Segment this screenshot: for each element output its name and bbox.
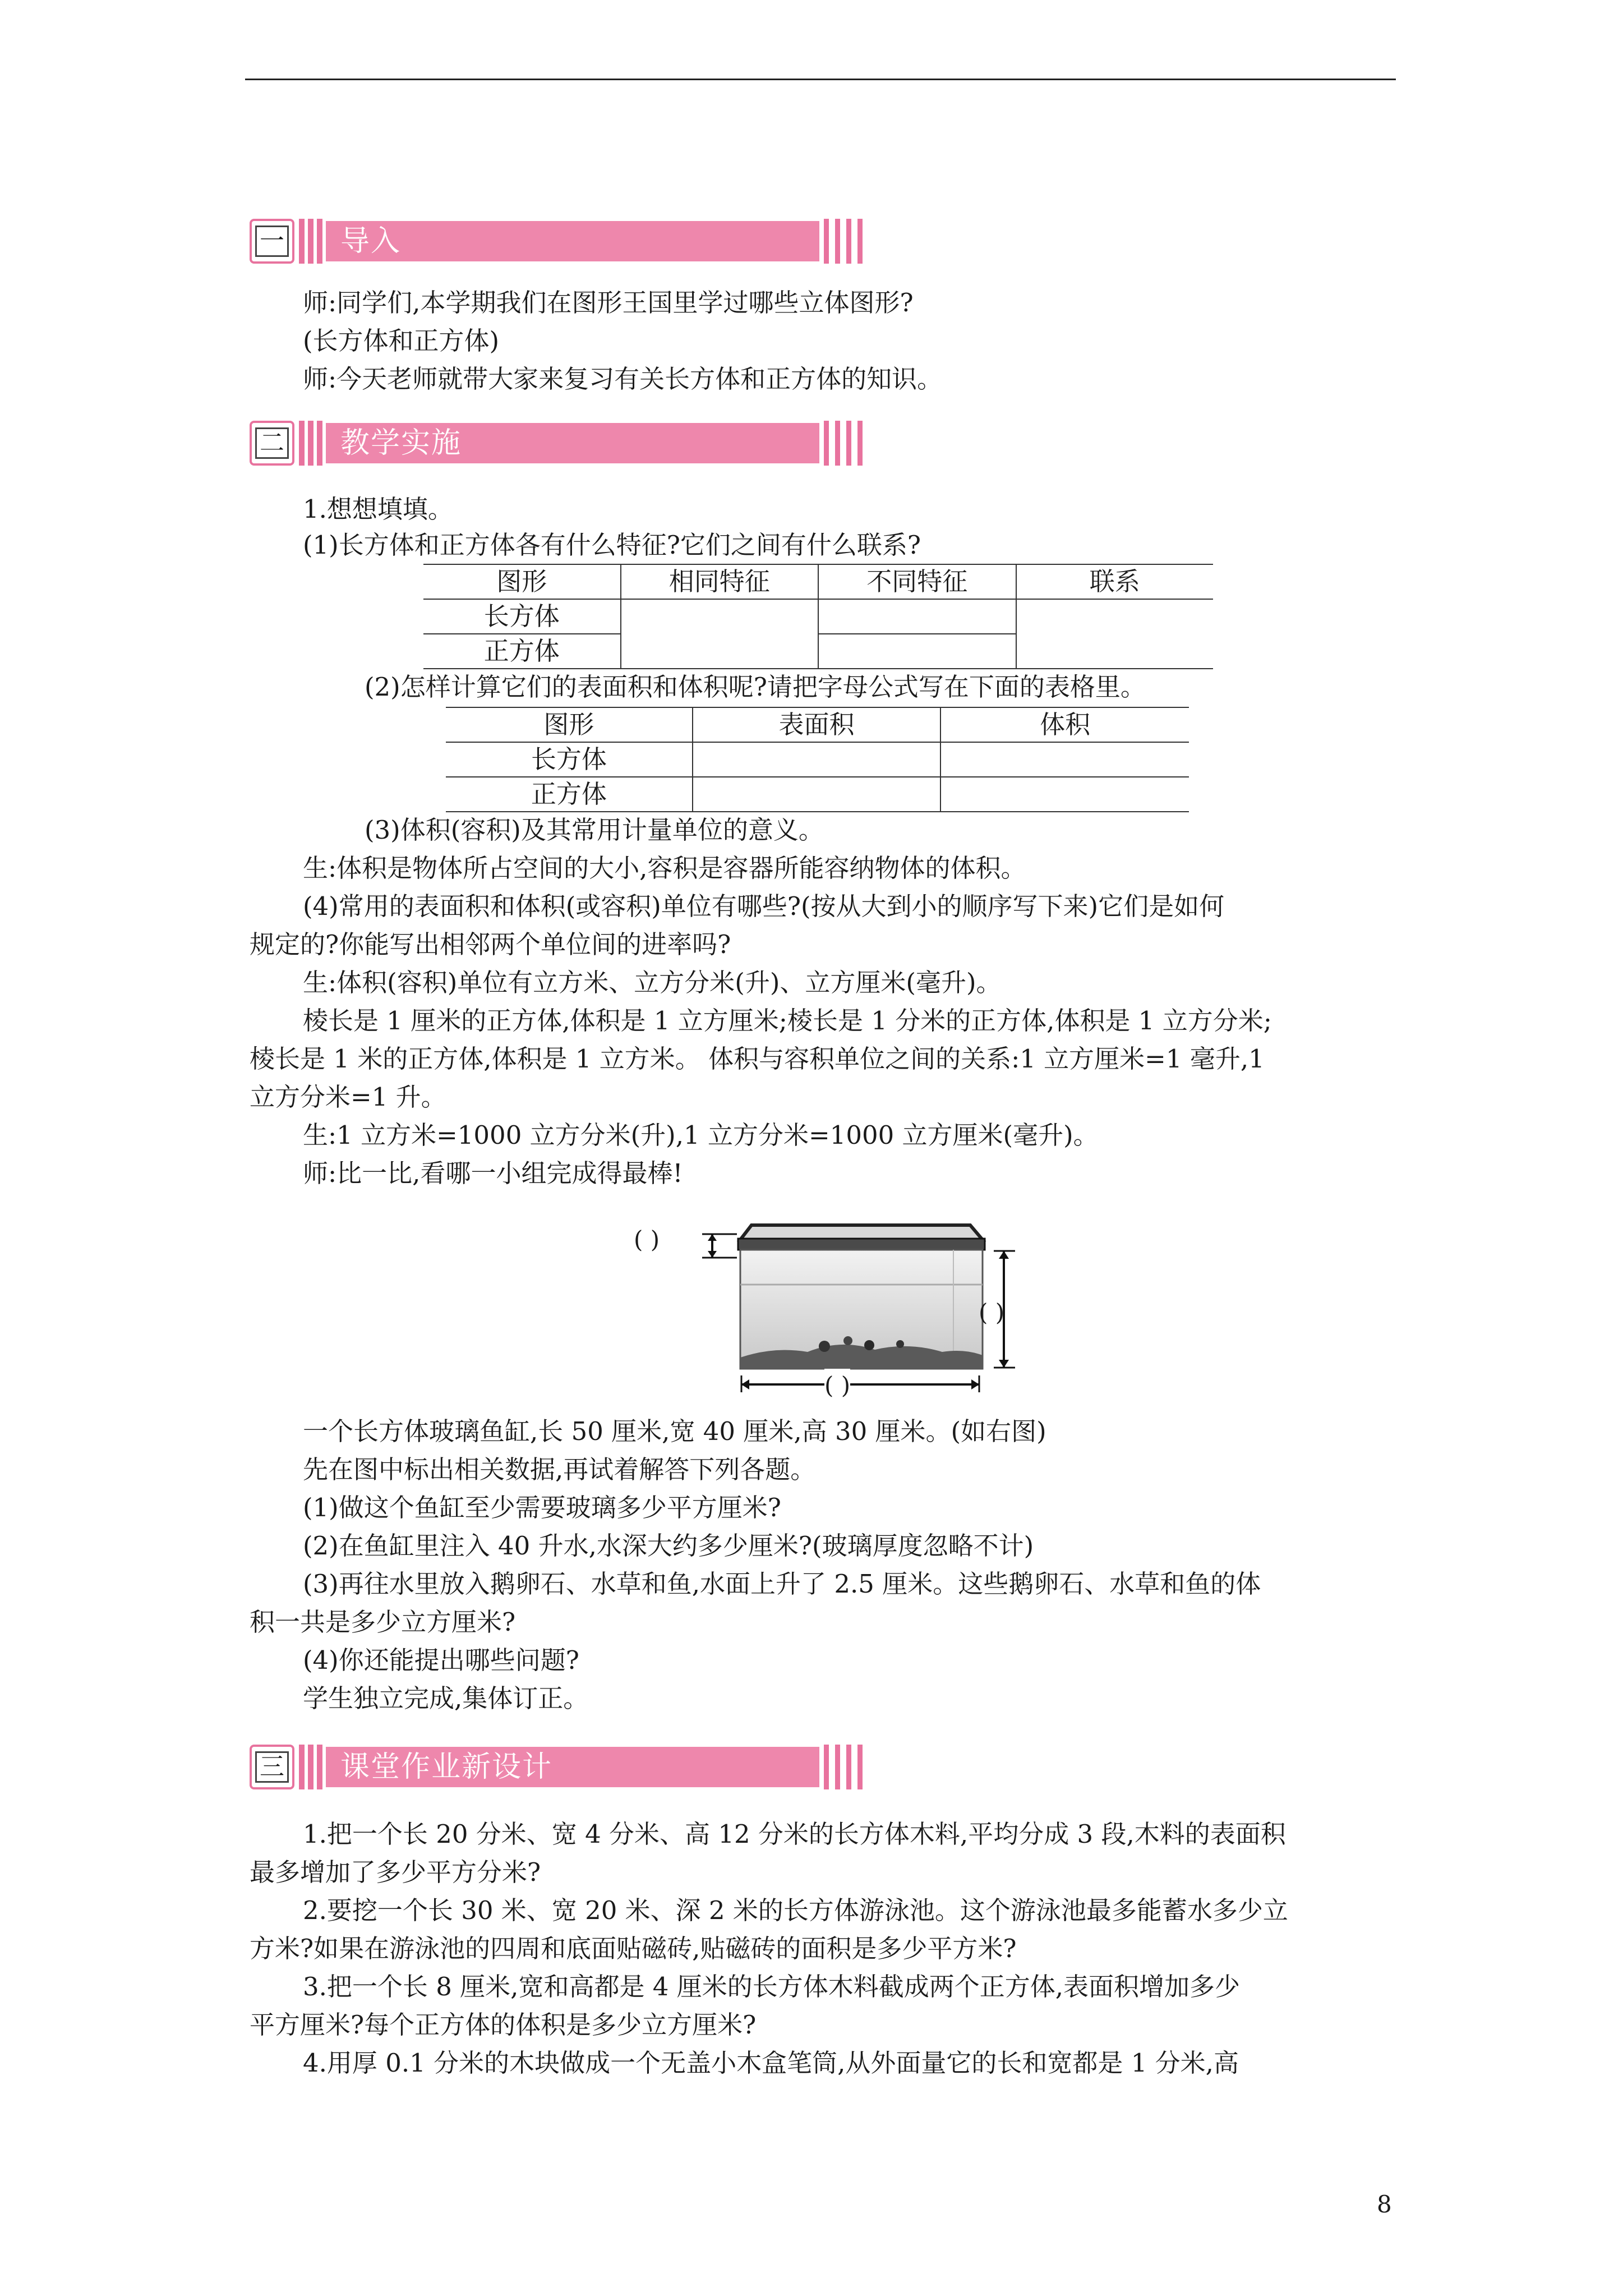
fish-tank-figure <box>634 1212 1066 1408</box>
teach-line: 棱长是 1 厘米的正方体,体积是 1 立方厘米;棱长是 1 分米的正方体,体积是 1 立方分米; <box>303 1006 1272 1036</box>
q1-sub1: (1)长方体和正方体各有什么特征?它们之间有什么联系? <box>303 530 921 560</box>
table-cell <box>818 634 1016 669</box>
tank-line: (1)做这个鱼缸至少需要玻璃多少平方厘米? <box>303 1493 781 1522</box>
tank-line: 一个长方体玻璃鱼缸,长 50 厘米,宽 40 厘米,高 30 厘米。(如右图) <box>303 1416 1046 1446</box>
figure-label-right: ( ) <box>979 1299 1005 1326</box>
q1-sub2: (2)怎样计算它们的表面积和体积呢?请把字母公式写在下面的表格里。 <box>365 672 1146 702</box>
section-number: 二 <box>255 427 289 459</box>
table-header: 图形 <box>543 710 594 739</box>
table-row-label: 正方体 <box>483 636 560 666</box>
section-number-box <box>250 219 294 264</box>
tank-line: 积一共是多少立方厘米? <box>250 1607 516 1637</box>
section-title: 教学实施 <box>326 423 819 463</box>
section-stripes <box>299 1745 322 1789</box>
table-row-label: 长方体 <box>531 744 607 774</box>
homework-line: 方米?如果在游泳池的四周和底面贴磁砖,贴磁砖的面积是多少平方米? <box>250 1934 1017 1963</box>
teach-line: (4)常用的表面积和体积(或容积)单位有哪些?(按从大到小的顺序写下来)它们是如何 <box>303 891 1225 921</box>
homework-line: 3.把一个长 8 厘米,宽和高都是 4 厘米的长方体木料截成两个正方体,表面积增加多少 <box>303 1972 1241 2001</box>
section-end-stripes <box>824 219 874 264</box>
table-header: 不同特征 <box>818 564 1016 599</box>
teach-line: 师:比一比,看哪一小组完成得最棒! <box>303 1158 683 1188</box>
homework-line: 4.用厚 0.1 分米的木块做成一个无盖小木盒笔筒,从外面量它的长和宽都是 1 分米,高 <box>303 2048 1239 2078</box>
section-header-homework <box>250 1745 625 1789</box>
table-cell <box>940 742 1189 777</box>
table-cell <box>621 599 819 669</box>
intro-line-1: 师:同学们,本学期我们在图形王国里学过哪些立体图形? <box>303 288 914 318</box>
table-header: 表面积 <box>693 707 941 742</box>
features-table <box>423 564 1213 669</box>
section-number: 三 <box>255 1751 289 1783</box>
section-number-box <box>250 1745 294 1789</box>
tank-line: 先在图中标出相关数据,再试着解答下列各题。 <box>303 1455 816 1484</box>
homework-line: 最多增加了多少平方分米? <box>250 1857 541 1887</box>
tank-line: (3)再往水里放入鹅卵石、水草和鱼,水面上升了 2.5 厘米。这些鹅卵石、水草和鱼的体 <box>303 1569 1261 1599</box>
section-number: 一 <box>255 226 289 257</box>
table-row-label: 长方体 <box>483 601 560 631</box>
q1-title: 1.想想填填。 <box>303 494 453 524</box>
teach-line: 棱长是 1 米的正方体,体积是 1 立方米。 体积与容积单位之间的关系:1 立方厘米=1 毫升,1 <box>250 1044 1265 1074</box>
section-number-box <box>250 421 294 466</box>
formula-table <box>446 707 1189 812</box>
homework-line: 1.把一个长 20 分米、宽 4 分米、高 12 分米的长方体木料,平均分成 3 段,木料的表面积 <box>303 1819 1286 1849</box>
table-cell <box>940 777 1189 812</box>
section-stripes <box>299 219 322 264</box>
table-cell <box>693 742 941 777</box>
header-rule <box>245 79 1396 80</box>
figure-label-bottom: ( ) <box>824 1369 850 1402</box>
section-header-teaching <box>250 421 625 466</box>
table-header: 联系 <box>1016 564 1214 599</box>
tank-line: (2)在鱼缸里注入 40 升水,水深大约多少厘米?(玻璃厚度忽略不计) <box>303 1531 1034 1561</box>
tank-line: 学生独立完成,集体订正。 <box>303 1683 589 1713</box>
teach-line: (3)体积(容积)及其常用计量单位的意义。 <box>365 815 824 845</box>
table-cell <box>1016 599 1214 669</box>
intro-line-2: (长方体和正方体) <box>303 326 500 356</box>
homework-line: 2.要挖一个长 30 米、宽 20 米、深 2 米的长方体游泳池。这个游泳池最多能蓄水多少立 <box>303 1895 1288 1925</box>
homework-line: 平方厘米?每个正方体的体积是多少立方厘米? <box>250 2010 757 2040</box>
section-end-stripes <box>824 421 874 466</box>
page-number: 8 <box>1377 2191 1392 2218</box>
table-row-label: 正方体 <box>531 779 607 809</box>
table-header: 体积 <box>940 707 1189 742</box>
table-cell <box>818 599 1016 634</box>
teach-line: 生:1 立方米=1000 立方分米(升),1 立方分米=1000 立方厘米(毫升)。 <box>303 1120 1099 1150</box>
intro-line-3: 师:今天老师就带大家来复习有关长方体和正方体的知识。 <box>303 364 943 394</box>
tank-line: (4)你还能提出哪些问题? <box>303 1645 579 1675</box>
table-header: 相同特征 <box>621 564 819 599</box>
table-cell <box>693 777 941 812</box>
table-header: 图形 <box>496 567 547 596</box>
teach-line: 规定的?你能写出相邻两个单位间的进率吗? <box>250 930 731 959</box>
teach-line: 生:体积是物体所占空间的大小,容积是容器所能容纳物体的体积。 <box>303 853 1026 883</box>
section-end-stripes <box>824 1745 874 1789</box>
section-stripes <box>299 421 322 466</box>
section-title: 课堂作业新设计 <box>326 1747 819 1787</box>
teach-line: 生:体积(容积)单位有立方米、立方分米(升)、立方厘米(毫升)。 <box>303 968 1002 997</box>
figure-label-top: ( ) <box>634 1226 660 1253</box>
section-header-intro <box>250 219 625 264</box>
teach-line: 立方分米=1 升。 <box>250 1082 446 1112</box>
section-title: 导入 <box>326 221 819 261</box>
